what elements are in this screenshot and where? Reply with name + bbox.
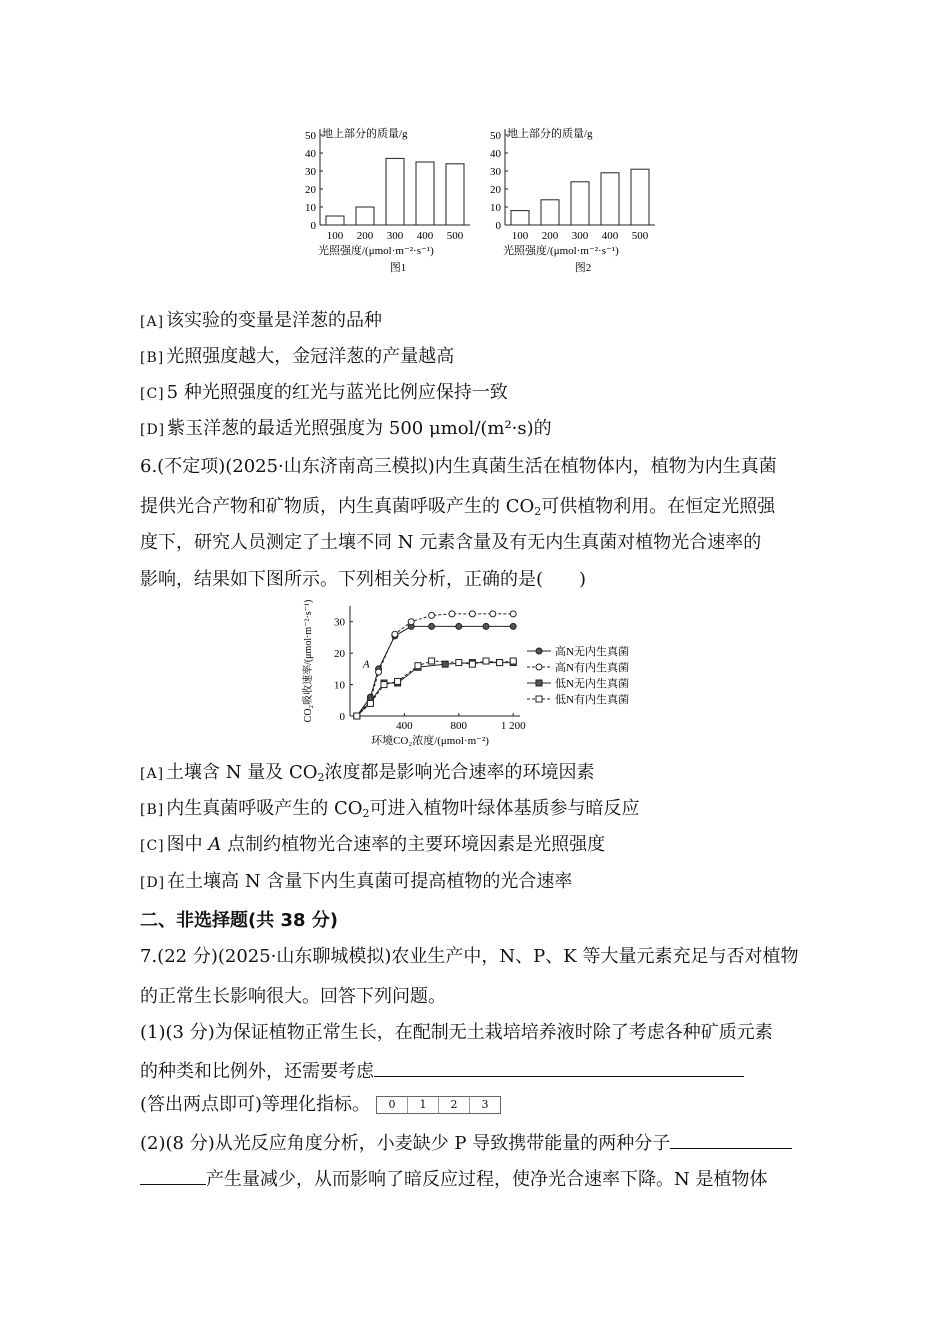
bar-chart-1 xyxy=(290,122,480,282)
legend-label: 低N无内生真菌 xyxy=(555,678,629,690)
q6-stem-line4: 影响，结果如下图所示。下列相关分析，正确的是( ) xyxy=(140,569,587,590)
chart-caption: 图1 xyxy=(389,262,407,274)
score-box[interactable]: 0 1 2 3 xyxy=(376,1096,501,1114)
q6-option-b: [B] 内生真菌呼吸产生的 $CO_2$可进入植物叶绿体基质参与暗反应 xyxy=(140,798,640,820)
data-point xyxy=(376,669,382,675)
option-tag: [C] xyxy=(140,386,165,402)
q7-part1-line2: 的种类和比例外，还需要考虑 xyxy=(140,1058,744,1083)
x-tick-label: 400 xyxy=(601,230,619,242)
annotation-a: A xyxy=(362,658,370,671)
x-axis-label: 光照强度/(μmol·m⁻²·s⁻¹) xyxy=(503,245,619,257)
bar-chart-2 xyxy=(475,122,665,282)
q5-option-d xyxy=(140,418,552,441)
option-text: 5 种光照强度的红光与蓝光比例应保持一致 xyxy=(166,382,508,403)
data-point xyxy=(429,612,435,618)
data-point xyxy=(367,700,373,706)
q7-part1-line3: (答出两点即可)等理化指标。 0 1 2 3 xyxy=(140,1094,501,1116)
data-point xyxy=(408,619,414,625)
x-tick-label: 300 xyxy=(386,230,404,242)
q6-stem-line1: 6.(不定项)(2025·山东济南高三模拟)内生真菌生活在植物体内，植物为内生真菌 xyxy=(140,456,777,477)
q7-part2-line1: (2)(8 分)从光反应角度分析，小麦缺少 P 导致携带能量的两种分子 xyxy=(140,1130,792,1155)
data-point xyxy=(536,648,542,654)
y-tick-label: 20 xyxy=(334,648,345,661)
data-point xyxy=(395,678,401,684)
y-tick-label: 10 xyxy=(334,679,345,692)
y-tick-label: 0 xyxy=(495,220,501,232)
y-tick-label: 40 xyxy=(490,148,501,160)
bar xyxy=(356,207,374,225)
bar xyxy=(386,158,404,225)
q5-option-a xyxy=(140,310,382,333)
x-axis-label: 光照强度/(μmol·m⁻²·s⁻¹) xyxy=(318,245,434,257)
data-point xyxy=(415,663,421,669)
option-text: 光照强度越大，金冠洋葱的产量越高 xyxy=(166,346,455,367)
line-chart xyxy=(285,600,685,752)
y-tick-label: 30 xyxy=(490,166,501,178)
q6-option-d: [D] 在土壤高 N 含量下内生真菌可提高植物的光合速率 xyxy=(140,871,573,892)
q7-part2-line2: 产生量减少，从而影响了暗反应过程，使净光合速率下降。N 是植物体 xyxy=(140,1166,767,1191)
chart-caption: 图2 xyxy=(574,262,592,274)
x-tick-label: 400 xyxy=(396,720,413,732)
option-tag: [A] xyxy=(140,314,165,330)
x-tick-label: 200 xyxy=(356,230,374,242)
x-tick-label: 1 200 xyxy=(500,720,526,732)
x-tick-label: 500 xyxy=(631,230,649,242)
q7-part1-line1: (1)(3 分)为保证植物正常生长，在配制无土栽培培养液时除了考虑各种矿质元素 xyxy=(140,1022,773,1043)
data-point xyxy=(497,660,503,666)
x-tick-label: 100 xyxy=(326,230,344,242)
y-tick-label: 20 xyxy=(490,184,501,196)
bar xyxy=(446,164,464,225)
data-point xyxy=(536,680,542,686)
bar xyxy=(326,216,344,225)
data-point xyxy=(510,623,516,629)
x-tick-label: 400 xyxy=(416,230,434,242)
legend-label: 高N有内生真菌 xyxy=(555,662,629,674)
data-point xyxy=(510,611,516,617)
x-tick-label: 300 xyxy=(571,230,589,242)
section-title: 二、非选择题(共 38 分) xyxy=(140,910,339,931)
data-point xyxy=(536,696,542,702)
y-axis-label: 地上部分的质量/g xyxy=(322,128,408,140)
data-point xyxy=(392,631,398,637)
data-point xyxy=(429,658,435,664)
q6-option-a: [A] 土壤含 N 量及 $CO_2$浓度都是影响光合速率的环境因素 xyxy=(140,762,595,784)
answer-blank-2b[interactable] xyxy=(140,1166,206,1185)
q5-option-b xyxy=(140,346,454,369)
x-axis-label: 环境CO₂浓度/(μmol·m⁻²) xyxy=(371,735,489,747)
legend-label: 高N无内生真菌 xyxy=(555,646,629,658)
bar xyxy=(571,182,589,225)
y-tick-label: 50 xyxy=(490,130,501,142)
data-point xyxy=(483,623,489,629)
q7-stem-line1: 7.(22 分)(2025·山东聊城模拟)农业生产中，N、P、K 等大量元素充足与否对植物 xyxy=(140,946,799,967)
y-tick-label: 0 xyxy=(310,220,316,232)
data-point xyxy=(536,664,542,670)
y-tick-label: 40 xyxy=(305,148,316,160)
q5-option-c xyxy=(140,382,508,405)
q7-stem-line2: 的正常生长影响很大。回答下列问题。 xyxy=(140,986,446,1007)
q6-option-c: [C] 图中 A 点制约植物光合速率的主要环境因素是光照强度 xyxy=(140,834,606,855)
y-tick-label: 30 xyxy=(334,616,345,629)
data-point xyxy=(510,658,516,664)
answer-blank-1[interactable] xyxy=(374,1058,744,1077)
legend-label: 低N有内生真菌 xyxy=(555,694,629,706)
y-tick-label: 0 xyxy=(339,711,345,723)
x-tick-label: 800 xyxy=(450,720,468,732)
y-tick-label: 30 xyxy=(305,166,316,178)
q6-stem-line2: 提供光合产物和矿物质，内生真菌呼吸产生的 $CO_2$可供植物利用。在恒定光照强 xyxy=(140,496,776,518)
y-axis-label: 地上部分的质量/g xyxy=(507,128,593,140)
data-point xyxy=(469,611,475,617)
bar xyxy=(601,173,619,225)
y-tick-label: 10 xyxy=(305,202,316,214)
data-point xyxy=(490,611,496,617)
x-tick-label: 200 xyxy=(541,230,559,242)
option-text: 紫玉洋葱的最适光照强度为 500 μmol/(m²·s)的 xyxy=(167,418,552,439)
answer-blank-2a[interactable] xyxy=(670,1130,792,1149)
option-tag: [B] xyxy=(140,350,165,366)
data-point xyxy=(483,658,489,664)
data-point xyxy=(381,682,387,688)
x-tick-label: 500 xyxy=(446,230,464,242)
data-point xyxy=(354,713,360,719)
y-tick-label: 50 xyxy=(305,130,316,142)
data-point xyxy=(449,611,455,617)
x-tick-label: 100 xyxy=(511,230,529,242)
data-point xyxy=(469,661,475,667)
y-tick-label: 20 xyxy=(305,184,316,196)
bar xyxy=(541,200,559,225)
q6-stem-line3: 度下，研究人员测定了土壤不同 N 元素含量及有无内生真菌对植物光合速率的 xyxy=(140,532,762,553)
y-tick-label: 10 xyxy=(490,202,501,214)
y-axis-label: CO₂吸收速率/(μmol·m⁻²·s⁻¹) xyxy=(303,600,314,723)
data-point xyxy=(429,623,435,629)
bar xyxy=(631,169,649,225)
bar xyxy=(416,162,434,225)
data-point xyxy=(456,623,462,629)
option-text: 该实验的变量是洋葱的品种 xyxy=(166,310,383,331)
bar xyxy=(511,211,529,225)
option-tag: [D] xyxy=(140,422,166,438)
data-point xyxy=(456,660,462,666)
